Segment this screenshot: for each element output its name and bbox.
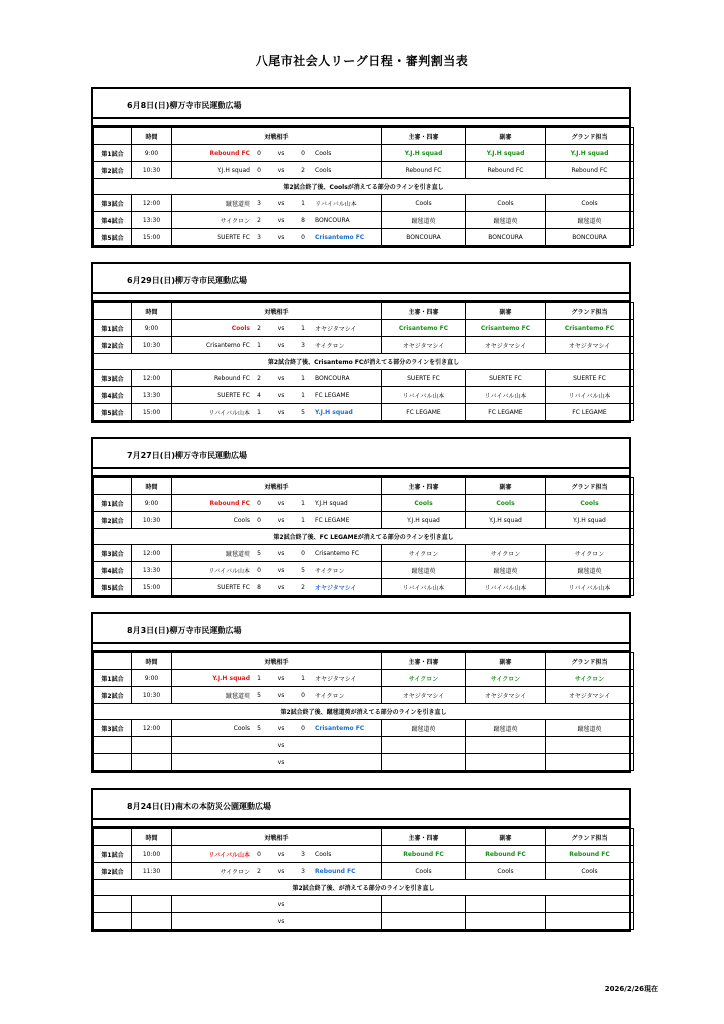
table-row: 第5試合 15:00 リバイバル山本 1 vs 5 Y.J.H squad FC LEGAME FC LEGAME FC LEGAME — [94, 404, 634, 421]
schedule-block-3 — [91, 437, 631, 598]
note-row: 第2試合終了後、蹴毬道萸が消えてる部分のラインを引き直し — [94, 704, 634, 720]
table-row: 第1試合 9:00 Cools 2 vs 1 オヤジタマシイ Crisantemo FC Crisantemo FC Crisantemo FC — [94, 320, 634, 337]
table-row: 第3試合 12:00 Cools 5 vs 0 Crisantemo FC 蹴毬道萸 蹴毬道萸 蹴毬道萸 — [94, 720, 634, 737]
page-title: 八尾市社会人リーグ日程・審判割当表 — [255, 54, 469, 68]
schedule-block-2 — [91, 262, 631, 423]
block-date-venue: 8月24日(日)南木の本防災公園運動広場 — [93, 790, 629, 820]
schedule-block-1 — [91, 87, 631, 248]
block-date-venue: 8月3日(日)柳万寺市民運動広場 — [93, 614, 629, 644]
schedule-block-4 — [91, 612, 631, 773]
note-row: 第2試合終了後、Crisantemo FCが消えてる部分のラインを引き直し — [94, 354, 634, 370]
schedule-table — [93, 302, 634, 421]
note-row: 第2試合終了後、Coolsが消えてる部分のラインを引き直し — [94, 179, 634, 195]
table-row: 第5試合 15:00 SUERTE FC 3 vs 0 Crisantemo FC BONCOURA BONCOURA BONCOURA — [94, 229, 634, 246]
table-header: 時間 対戦相手 主審・四審 副審 グランド担当 — [94, 303, 634, 320]
empty-row: vs — [94, 737, 634, 754]
schedule-table — [93, 477, 634, 596]
schedule-table — [93, 652, 634, 771]
table-row: 第1試合 9:00 Rebound FC 0 vs 1 Y.J.H squad Cools Cools Cools — [94, 495, 634, 512]
table-row: 第4試合 13:30 サイクロン 2 vs 8 BONCOURA 蹴毬道萸 蹴毬道萸 蹴毬道萸 — [94, 212, 634, 229]
table-header: 時間 対戦相手 主審・四審 副審 グランド担当 — [94, 128, 634, 145]
table-header: 時間 対戦相手 主審・四審 副審 グランド担当 — [94, 653, 634, 670]
table-row: 第1試合 9:00 Rebound FC 0 vs 0 Cools Y.J.H squad Y.J.H squad Y.J.H squad — [94, 145, 634, 162]
block-date-venue: 7月27日(日)柳万寺市民運動広場 — [93, 439, 629, 469]
table-row: 第3試合 12:00 蹴毬道萸 5 vs 0 Crisantemo FC サイクロン サイクロン サイクロン — [94, 545, 634, 562]
schedule-table — [93, 828, 634, 930]
table-row: 第5試合 15:00 SUERTE FC 8 vs 2 オヤジタマシイ リバイバル山本 リバイバル山本 リバイバル山本 — [94, 579, 634, 596]
schedule-block-5 — [91, 788, 631, 932]
schedule-table — [93, 127, 634, 246]
table-row: 第3試合 12:00 Rebound FC 2 vs 1 BONCOURA SUERTE FC SUERTE FC SUERTE FC — [94, 370, 634, 387]
table-row: 第2試合 10:30 蹴毬道萸 5 vs 0 サイクロン オヤジタマシイ オヤジタマシイ オヤジタマシイ — [94, 687, 634, 704]
empty-row: vs — [94, 896, 634, 913]
table-row: 第2試合 10:30 Cools 0 vs 1 FC LEGAME Y.J.H squad Y.J.H squad Y.J.H squad — [94, 512, 634, 529]
table-header: 時間 対戦相手 主審・四審 副審 グランド担当 — [94, 829, 634, 846]
block-date-venue: 6月29日(日)柳万寺市民運動広場 — [93, 264, 629, 294]
block-date-venue: 6月8日(日)柳万寺市民運動広場 — [93, 89, 629, 119]
table-row: 第1試合 10:00 リバイバル山本 0 vs 3 Cools Rebound FC Rebound FC Rebound FC — [94, 846, 634, 863]
note-row: 第2試合終了後、FC LEGAMEが消えてる部分のラインを引き直し — [94, 529, 634, 545]
note-row: 第2試合終了後、が消えてる部分のラインを引き直し — [94, 880, 634, 896]
empty-row: vs — [94, 913, 634, 930]
table-row: 第2試合 11:30 サイクロン 2 vs 3 Rebound FC Cools Cools Cools — [94, 863, 634, 880]
table-row: 第1試合 9:00 Y.J.H squad 1 vs 1 オヤジタマシイ サイクロン サイクロン サイクロン — [94, 670, 634, 687]
as-of-date: 2026/2/26現在 — [604, 985, 658, 993]
table-row: 第2試合 10:30 Crisantemo FC 1 vs 3 サイクロン オヤジタマシイ オヤジタマシイ オヤジタマシイ — [94, 337, 634, 354]
table-header: 時間 対戦相手 主審・四審 副審 グランド担当 — [94, 478, 634, 495]
table-row: 第4試合 13:30 SUERTE FC 4 vs 1 FC LEGAME リバイバル山本 リバイバル山本 リバイバル山本 — [94, 387, 634, 404]
table-row: 第4試合 13:30 リバイバル山本 0 vs 5 サイクロン 蹴毬道萸 蹴毬道萸 蹴毬道萸 — [94, 562, 634, 579]
table-row: 第3試合 12:00 蹴毬道萸 3 vs 1 リバイバル山本 Cools Cools Cools — [94, 195, 634, 212]
table-row: 第2試合 10:30 Y.J.H squad 0 vs 2 Cools Rebound FC Rebound FC Rebound FC — [94, 162, 634, 179]
empty-row: vs — [94, 754, 634, 771]
